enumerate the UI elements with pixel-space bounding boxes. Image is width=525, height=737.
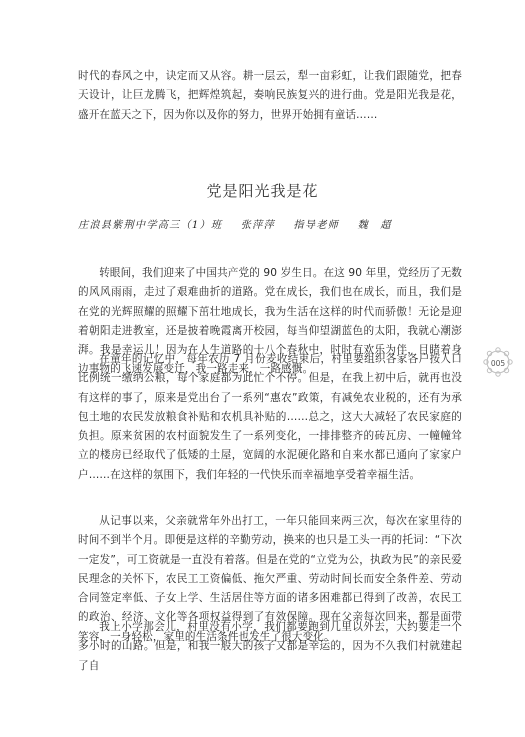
byline-teacher: 魏 超	[357, 220, 392, 231]
page-number: 005	[490, 359, 506, 368]
body-paragraph: 我上小学那会儿，村里没有小学，我们都要跑到几里以外去，大约要走一个多小时的山路。但是，和我一般大的孩子又都是幸运的，因为不久我们村就建起了自	[78, 621, 462, 672]
body-paragraph: 从记事以来，父亲就常年外出打工，一年只能回来两三次，每次在家里待的时间不到半个月。即便是这样的辛勤劳动，换来的也只是工头一再的托词：“下次一定发”，可工资就是一直没有着落。但是在党的“立党为公，执政为民”的亲民爱民理念的关怀下，农民工工资偏低、拖欠严重、劳动时间长而安全条件差、劳动合同签定率低、子女上学、生活居住等方面的诸多困难都已得到了改善，农民工的政治、经济、文化等各项权益得到了有效保障。现在父亲每次回来，都是面带笑容，一身轻松，家里的生活条件也发生了很大变化。	[78, 515, 462, 643]
byline-school: 庄浪县紫荆中学高三（1）班	[78, 220, 223, 231]
byline-teacher-label: 指导老师	[293, 220, 339, 231]
body-paragraph: 在童年的记忆中，每年农历 7 月份麦收结束后，村里要组织各家各户按人口比例统一缴纳公粮，每个家庭都为此忙个不停。但是，在我上初中后，就再也没有这样的事了，原来是党出台了一系列“惠农”政策，有减免农业税的，还有为承包土地的农民发放粮食补贴和农机具补贴的……总之，这大大减轻了农民家庭的负担。原来贫困的农村面貌发生了一系列变化，一排排整齐的砖瓦房、一幢幢耸立的楼房已经取代了低矮的土屋，宽阔的水泥硬化路和自来水都已通向了家家户户……在这样的氛围下，我们年轻的一代快乐而幸福地享受着幸福生活。	[78, 353, 462, 481]
byline	[78, 216, 406, 231]
article-title: 党是阳光我是花	[206, 182, 319, 200]
intro-paragraph: 时代的春风之中，诀定而又从容。耕一层云，犁一亩彩虹，让我们跟随党，把春天设计，让巨龙腾飞，把辉煌筑起，奏响民族复兴的进行曲。党是阳光我是花，盛开在蓝天之下，因为你以及你的努力，世界开始拥有童话……	[78, 70, 462, 121]
body-paragraph: 转眼间，我们迎来了中国共产党的 90 岁生日。在这 90 年里，党经历了无数的风风雨雨，走过了艰难曲折的道路。党在成长，我们也在成长，而且，我们是在党的光辉照耀的照耀下茁壮地成长，我为生活在这样的时代而骄傲！无论是迎着朝阳走进教室，还是披着晚霞离开校园，每当仰望湖蓝色的太阳，我就心潮澎湃。我是幸运儿！因为在人生道路的十八个春秋中，时时有欢乐为伴，目睹着身边事物的飞速发展变迁，我一路走来，一路感慨。	[78, 267, 462, 376]
byline-author: 张萍萍	[240, 220, 275, 231]
page-number-badge	[481, 345, 515, 379]
